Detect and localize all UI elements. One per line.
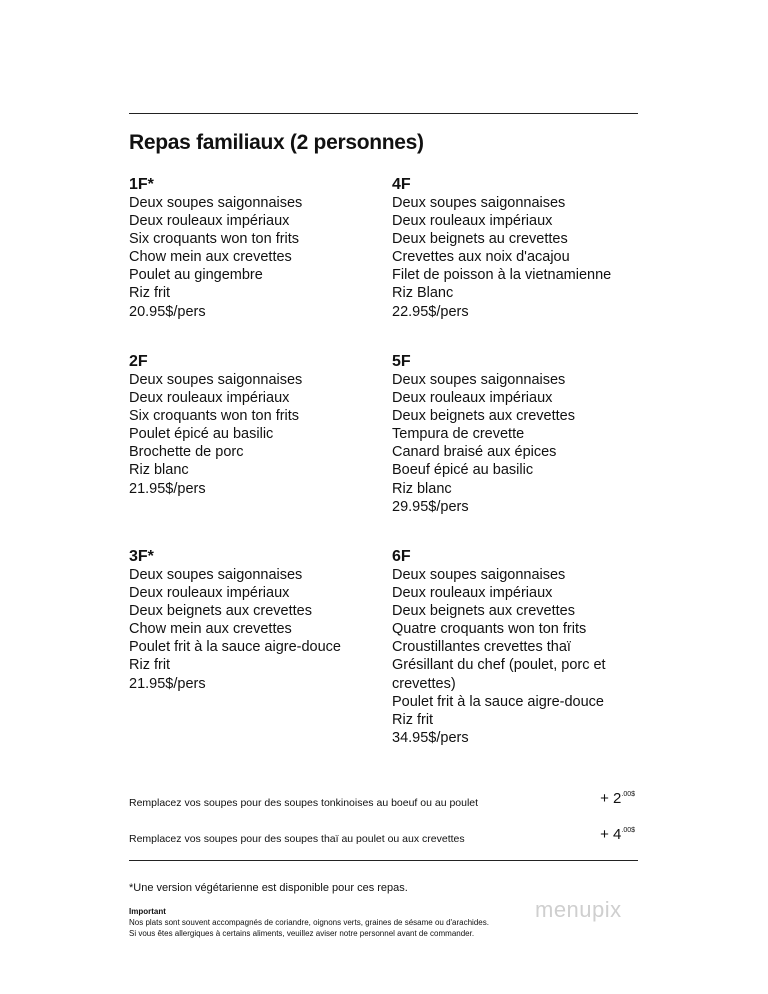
meal-item: Riz frit (392, 711, 434, 728)
meal-1f (129, 175, 302, 321)
meal-item: Brochette de porc (129, 444, 244, 461)
meal-price: 21.95$/pers (129, 480, 206, 497)
meal-item: Riz blanc (392, 480, 452, 497)
extra-price-cents: .00$ (621, 791, 635, 798)
meal-item: Deux soupes saigonnaises (129, 195, 303, 211)
meal-item: Deux rouleaux impériaux (392, 390, 553, 407)
meal-code: 4F (392, 176, 411, 193)
bottom-divider (129, 860, 638, 861)
meal-item: Chow mein aux crevettes (129, 249, 292, 266)
meal-code: 5F (392, 353, 411, 370)
extra-price-cents: .00$ (621, 827, 635, 834)
meal-item: Deux soupes saigonnaises (392, 372, 566, 388)
meal-price: 20.95$/pers (129, 303, 206, 320)
meal-3f (129, 547, 341, 693)
meal-item: Grésillant du chef (poulet, porc et crevettes) (392, 657, 606, 692)
extra-price-main: + 4 (600, 826, 622, 843)
meal-item: Deux rouleaux impériaux (129, 585, 290, 602)
meal-item: Deux soupes saigonnaises (392, 567, 566, 583)
meal-item: Crevettes aux noix d'acajou (392, 249, 570, 266)
extra-price-main: + 2 (600, 790, 622, 807)
meal-item: Deux beignets aux crevettes (392, 603, 575, 620)
meal-item: Deux soupes saigonnaises (392, 195, 566, 211)
meal-item: Six croquants won ton frits (129, 408, 300, 425)
meal-item: Riz blanc (129, 462, 189, 479)
meal-item: Poulet frit à la sauce aigre-douce (392, 693, 604, 710)
meal-5f (392, 352, 575, 516)
vegetarian-note: *Une version végétarienne est disponible pour ces repas. (129, 882, 408, 894)
meal-price: 21.95$/pers (129, 675, 206, 692)
meal-item: Riz Blanc (392, 285, 454, 302)
meal-item: Six croquants won ton frits (129, 231, 300, 248)
menupix-watermark: menupix (535, 897, 622, 922)
meal-price: 29.95$/pers (392, 498, 469, 515)
meal-item: Riz frit (129, 657, 171, 674)
meal-item: Deux rouleaux impériaux (129, 390, 290, 407)
important-title: Important (129, 907, 166, 916)
meal-item: Riz frit (129, 285, 171, 302)
meal-item: Deux rouleaux impériaux (129, 213, 290, 230)
meal-item: Poulet au gingembre (129, 267, 263, 284)
important-line: Nos plats sont souvent accompagnés de coriandre, oignons verts, graines de sésame ou d'arachides. (129, 918, 489, 927)
meal-code: 1F* (129, 176, 154, 193)
meal-price: 22.95$/pers (392, 303, 469, 320)
meal-item: Deux rouleaux impériaux (392, 585, 553, 602)
extra-label: Remplacez vos soupes pour des soupes thaï au poulet ou aux crevettes (129, 833, 465, 845)
section-title: Repas familiaux (2 personnes) (129, 131, 424, 154)
meal-item: Boeuf épicé au basilic (392, 462, 534, 479)
extra-price (600, 790, 635, 807)
meal-code: 2F (129, 353, 148, 370)
meal-item: Poulet épicé au basilic (129, 426, 274, 443)
meal-item: Poulet frit à la sauce aigre-douce (129, 639, 341, 656)
meal-item: Deux beignets au crevettes (392, 231, 568, 248)
important-line: Si vous êtes allergiques à certains aliments, veuillez aviser notre personnel avant de commander. (129, 929, 475, 938)
meal-item: Deux beignets aux crevettes (392, 408, 575, 425)
meal-item: Canard braisé aux épices (392, 444, 557, 461)
meal-item: Deux soupes saigonnaises (129, 567, 303, 583)
meal-item: Deux rouleaux impériaux (392, 213, 553, 230)
extra-label: Remplacez vos soupes pour des soupes tonkinoises au boeuf ou au poulet (129, 797, 479, 809)
meal-item: Croustillantes crevettes thaï (392, 639, 571, 656)
meal-2f (129, 352, 302, 498)
meal-item: Deux soupes saigonnaises (129, 372, 303, 388)
meal-6f (392, 547, 632, 747)
meal-4f (392, 175, 611, 321)
meal-code: 3F* (129, 548, 154, 565)
important-notice (129, 906, 489, 939)
meal-item: Quatre croquants won ton frits (392, 621, 587, 638)
meal-item: Tempura de crevette (392, 426, 525, 443)
meal-item: Filet de poisson à la vietnamienne (392, 267, 612, 284)
meal-price: 34.95$/pers (392, 729, 469, 746)
meal-item: Deux beignets aux crevettes (129, 603, 312, 620)
extra-price (600, 826, 635, 843)
meal-item: Chow mein aux crevettes (129, 621, 292, 638)
meal-code: 6F (392, 548, 411, 565)
top-divider (129, 113, 638, 114)
